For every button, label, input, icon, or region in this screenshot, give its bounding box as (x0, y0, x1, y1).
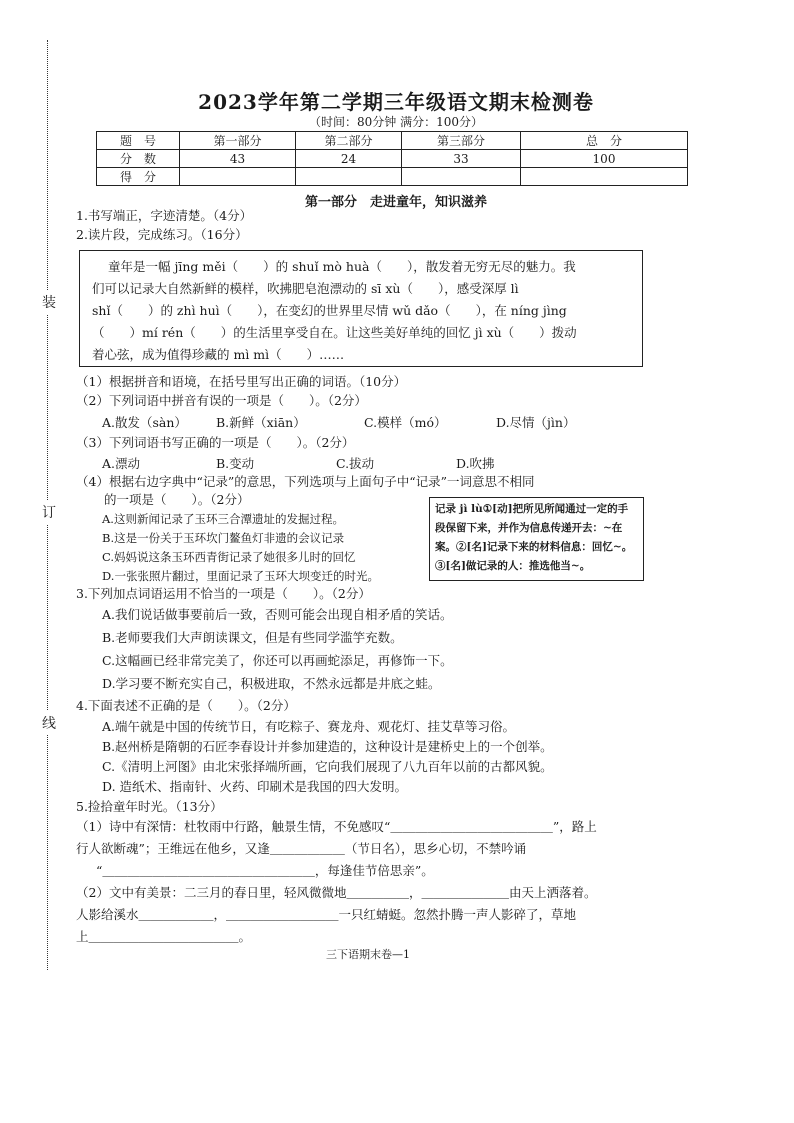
option-c[interactable]: C.拔动 (336, 456, 375, 471)
score-input-cell[interactable] (296, 168, 402, 186)
option-a[interactable]: A.散发（sàn） (102, 415, 187, 430)
passage-line: 们可以记录大自然新鲜的模样，吹拂肥皂泡漂动的 sī xù（ ），感受深厚 lì (92, 281, 519, 296)
table-row (97, 168, 688, 186)
passage-line: 童年是一幅 jīng měi（ ）的 shuǐ mò huà（ ），散发着无穷无尽的魅力。我 (108, 259, 576, 274)
passage-line: 着心弦，成为值得珍藏的 mì mì（ ）…… (92, 347, 345, 362)
option-c[interactable]: C.《清明上河图》由北宋张择端所画，它向我们展现了八九百年以前的古都风貌。 (102, 759, 553, 774)
option-d[interactable]: D.吹拂 (456, 456, 495, 471)
table-cell: 43 (180, 150, 296, 168)
question-5: 5.捡拾童年时光。（13分） (76, 799, 223, 814)
option-b[interactable]: B.赵州桥是隋朝的石匠李春设计并参加建造的，这种设计是建桥史上的一个创举。 (102, 739, 553, 754)
score-input-cell[interactable] (521, 168, 688, 186)
question-5-2-line: 上＿＿＿＿＿＿＿＿＿＿＿＿。 (76, 929, 252, 944)
option-d[interactable]: D.尽情（jìn） (496, 415, 576, 430)
option-a[interactable]: A.漂动 (102, 456, 141, 471)
question-5-2-line: 人影给溪水＿＿＿＿＿＿，＿＿＿＿＿＿＿＿＿一只红蜻蜓。忽然扑腾一声人影碎了，草地 (76, 907, 577, 922)
exam-title: 2023学年第二学期三年级语文期末检测卷 (198, 90, 594, 114)
dictionary-line: 记录 jì lù①[动]把所见所闻通过一定的手 (435, 503, 629, 515)
table-cell: 得 分 (97, 168, 180, 186)
option-a[interactable]: A.端午就是中国的传统节日，有吃粽子、赛龙舟、观花灯、挂艾草等习俗。 (102, 719, 516, 734)
question-2-1: （1）根据拼音和语境，在括号里写出正确的词语。（10分） (76, 374, 407, 389)
dictionary-line: 段保留下来，并作为信息传递开去：~在 (435, 522, 623, 534)
option-d[interactable]: D.一张张照片翻过，里面记录了玉环大坝变迁的时光。 (102, 569, 379, 583)
score-input-cell[interactable] (402, 168, 521, 186)
option-b[interactable]: B.变动 (216, 456, 255, 471)
binding-char-ding: 订 (42, 500, 56, 524)
option-c[interactable]: C.这幅画已经非常完美了，你还可以再画蛇添足，再修饰一下。 (102, 653, 453, 668)
page-footer: 三下语期末卷—1 (326, 948, 410, 961)
table-cell: 第一部分 (180, 132, 296, 150)
reading-passage-box (79, 250, 643, 367)
option-c[interactable]: C.妈妈说这条玉环西青街记录了她很多儿时的回忆 (102, 550, 356, 564)
question-5-2-line: （2）文中有美景：二三月的春日里，轻风微微地＿＿＿＿＿，＿＿＿＿＿＿＿由天上洒落着。 (76, 885, 597, 900)
table-cell: 100 (521, 150, 688, 168)
question-2-4-line2: 的一项是（ ）。（2分） (104, 492, 250, 507)
table-cell: 33 (402, 150, 521, 168)
option-a[interactable]: A.这则新闻记录了玉环三合潭遗址的发掘过程。 (102, 512, 344, 526)
option-d[interactable]: D.学习要不断充实自己，积极进取，不然永远都是井底之蛙。 (102, 676, 441, 691)
table-row (97, 132, 688, 150)
section-heading: 第一部分 走进童年，知识滋养 (304, 195, 487, 210)
table-cell: 分 数 (97, 150, 180, 168)
question-5-1-line: （1）诗中有深情：杜牧雨中行路，触景生情，不免感叹“＿＿＿＿＿＿＿＿＿＿＿＿＿”，路上 (76, 819, 597, 834)
option-b[interactable]: B.这是一份关于玉环坎门鳌鱼灯非遗的会议记录 (102, 531, 345, 545)
question-2-4-line1: （4）根据右边字典中“记录”的意思，下列选项与上面句子中“记录”一词意思不相同 (76, 474, 535, 489)
question-2: 2.读片段，完成练习。（16分） (76, 227, 248, 242)
binding-char-xian: 线 (42, 711, 56, 735)
passage-line: shǐ（ ）的 zhì huì（ ），在变幻的世界里尽情 wǔ dǎo（ ），在 níng jìng (92, 303, 567, 318)
table-cell: 题 号 (97, 132, 180, 150)
question-3: 3.下列加点词语运用不恰当的一项是（ ）。（2分） (76, 586, 371, 601)
dictionary-line: 案。②[名]记录下来的材料信息：回忆~。 (435, 541, 633, 553)
question-5-1-line: 行人欲断魂”；王维远在他乡，又逢＿＿＿＿＿＿（节日名），思乡心切，不禁吟诵 (76, 841, 527, 856)
table-cell: 第二部分 (296, 132, 402, 150)
dictionary-line: ③[名]做记录的人：推选他当~。 (435, 560, 591, 572)
passage-line: （ ）mí rén（ ）的生活里享受自在。让这些美好单纯的回忆 jì xù（ ）拨动 (92, 325, 577, 340)
score-table (96, 131, 688, 186)
table-cell: 总 分 (521, 132, 688, 150)
binding-char-zhuang: 装 (42, 290, 56, 314)
question-2-3: （3）下列词语书写正确的一项是（ ）。（2分） (76, 435, 355, 450)
option-a[interactable]: A.我们说话做事要前后一致，否则可能会出现自相矛盾的笑话。 (102, 607, 453, 622)
question-2-2: （2）下列词语中拼音有误的一项是（ ）。（2分） (76, 393, 367, 408)
table-cell: 第三部分 (402, 132, 521, 150)
question-1: 1.书写端正，字迹清楚。（4分） (76, 208, 253, 223)
dictionary-box (429, 497, 644, 581)
option-d[interactable]: D. 造纸术、指南针、火药、印刷术是我国的四大发明。 (102, 779, 408, 794)
question-4: 4.下面表述不正确的是（ ）。（2分） (76, 698, 296, 713)
option-b[interactable]: B.新鲜（xiān） (216, 415, 306, 430)
score-input-cell[interactable] (180, 168, 296, 186)
table-row (97, 150, 688, 168)
question-5-1-line: “＿＿＿＿＿＿＿＿＿＿＿＿＿＿＿＿＿，每逢佳节倍思亲”。 (96, 863, 434, 878)
option-b[interactable]: B.老师要我们大声朗读课文，但是有些同学滥竽充数。 (102, 630, 403, 645)
exam-subtitle: （时间：80分钟 满分：100分） (309, 115, 483, 129)
table-cell: 24 (296, 150, 402, 168)
option-c[interactable]: C.模样（mó） (364, 415, 447, 430)
